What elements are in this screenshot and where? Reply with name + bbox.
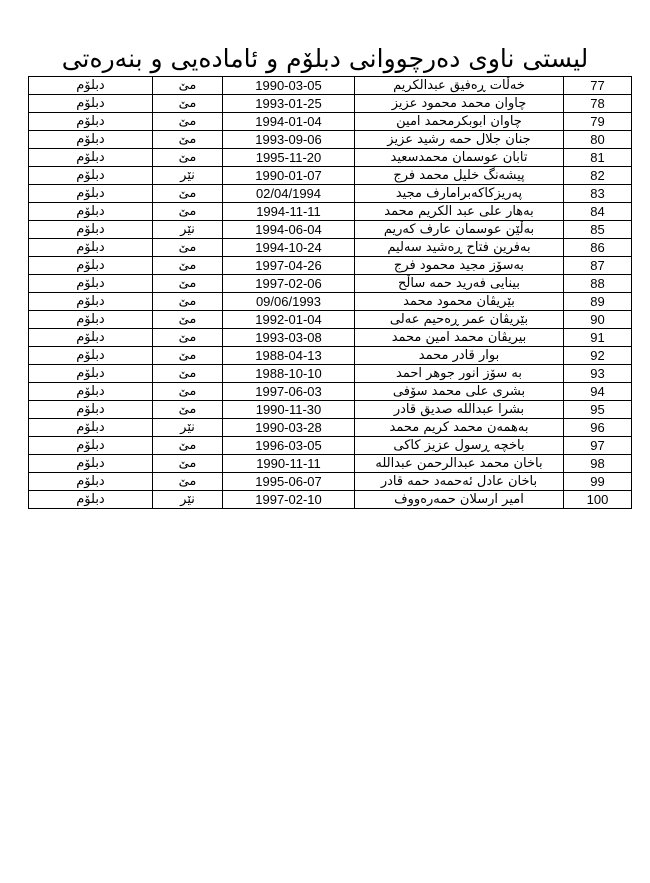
number-cell: 83 — [564, 185, 632, 203]
number-cell: 77 — [564, 77, 632, 95]
birth-date-cell: 09/06/1993 — [223, 293, 355, 311]
name-cell: امير ارسلان حمەرەووف — [355, 491, 564, 509]
gender-cell: مێ — [153, 473, 223, 491]
gender-cell: مێ — [153, 437, 223, 455]
number-cell: 92 — [564, 347, 632, 365]
name-cell: بەڵێن عوسمان عارف كەریم — [355, 221, 564, 239]
number-cell: 96 — [564, 419, 632, 437]
table-row — [29, 167, 632, 185]
table-body — [29, 77, 632, 509]
number-cell: 82 — [564, 167, 632, 185]
table-row — [29, 365, 632, 383]
page-title: لیستی ناوی دەرچووانی دبلۆم و ئامادەیی و بنەرەتی — [61, 44, 589, 73]
number-cell: 97 — [564, 437, 632, 455]
number-cell: 93 — [564, 365, 632, 383]
name-cell: بوار قادر محمد — [355, 347, 564, 365]
table-row — [29, 473, 632, 491]
diploma-cell: دبلۆم — [29, 131, 153, 149]
name-cell: چاوان محمد محمود عزيز — [355, 95, 564, 113]
birth-date-cell: 1988-10-10 — [223, 365, 355, 383]
gender-cell: مێ — [153, 131, 223, 149]
birth-date-cell: 1995-11-20 — [223, 149, 355, 167]
name-cell: خەڵات ڕەفیق عبدالكريم — [355, 77, 564, 95]
number-cell: 98 — [564, 455, 632, 473]
name-cell: باخان محمد عبدالرحمن عبدالله — [355, 455, 564, 473]
name-cell: بشرى على محمد سۆفی — [355, 383, 564, 401]
name-cell: جنان جلال حمه رشيد عزيز — [355, 131, 564, 149]
name-cell: بەسۆز مجيد محمود فرج — [355, 257, 564, 275]
diploma-cell: دبلۆم — [29, 455, 153, 473]
name-cell: بيريڤان محمد امين محمد — [355, 329, 564, 347]
table-row — [29, 491, 632, 509]
birth-date-cell: 1996-03-05 — [223, 437, 355, 455]
name-cell: باخچە ڕسول عزیز کاکی — [355, 437, 564, 455]
name-cell: بێریڤان عمر ڕەحیم عەلی — [355, 311, 564, 329]
diploma-cell: دبلۆم — [29, 383, 153, 401]
diploma-cell: دبلۆم — [29, 275, 153, 293]
birth-date-cell: 1997-02-10 — [223, 491, 355, 509]
birth-date-cell: 1997-06-03 — [223, 383, 355, 401]
table-row — [29, 311, 632, 329]
birth-date-cell: 1990-11-30 — [223, 401, 355, 419]
name-cell: بینایی فەرید حمه ساڵح — [355, 275, 564, 293]
birth-date-cell: 1994-01-04 — [223, 113, 355, 131]
gender-cell: مێ — [153, 311, 223, 329]
diploma-cell: دبلۆم — [29, 77, 153, 95]
diploma-cell: دبلۆم — [29, 473, 153, 491]
birth-date-cell: 1990-11-11 — [223, 455, 355, 473]
name-cell: بەفرین فتاح ڕەشید سەلیم — [355, 239, 564, 257]
number-cell: 100 — [564, 491, 632, 509]
gender-cell: نێر — [153, 221, 223, 239]
table-row — [29, 329, 632, 347]
table-row — [29, 455, 632, 473]
diploma-cell: دبلۆم — [29, 311, 153, 329]
table-row — [29, 149, 632, 167]
birth-date-cell: 1993-03-08 — [223, 329, 355, 347]
diploma-cell: دبلۆم — [29, 185, 153, 203]
number-cell: 79 — [564, 113, 632, 131]
birth-date-cell: 1994-10-24 — [223, 239, 355, 257]
gender-cell: مێ — [153, 329, 223, 347]
number-cell: 85 — [564, 221, 632, 239]
birth-date-cell: 1994-06-04 — [223, 221, 355, 239]
diploma-cell: دبلۆم — [29, 95, 153, 113]
number-cell: 88 — [564, 275, 632, 293]
birth-date-cell: 1995-06-07 — [223, 473, 355, 491]
diploma-cell: دبلۆم — [29, 203, 153, 221]
gender-cell: مێ — [153, 95, 223, 113]
birth-date-cell: 1994-11-11 — [223, 203, 355, 221]
name-cell: پەریزکاکەبرامارف مجید — [355, 185, 564, 203]
name-cell: بەهمەن محمد كريم محمد — [355, 419, 564, 437]
gender-cell: مێ — [153, 365, 223, 383]
number-cell: 78 — [564, 95, 632, 113]
number-cell: 84 — [564, 203, 632, 221]
diploma-cell: دبلۆم — [29, 329, 153, 347]
gender-cell: مێ — [153, 239, 223, 257]
diploma-cell: دبلۆم — [29, 257, 153, 275]
name-cell: تابان عوسمان محمدسعيد — [355, 149, 564, 167]
birth-date-cell: 1988-04-13 — [223, 347, 355, 365]
table-row — [29, 347, 632, 365]
graduates-table — [28, 76, 632, 509]
gender-cell: مێ — [153, 383, 223, 401]
name-cell: بێریڤان محمود محمد — [355, 293, 564, 311]
gender-cell: نێر — [153, 491, 223, 509]
gender-cell: مێ — [153, 185, 223, 203]
gender-cell: مێ — [153, 275, 223, 293]
birth-date-cell: 1993-01-25 — [223, 95, 355, 113]
table-row — [29, 293, 632, 311]
name-cell: پیشەنگ خليل محمد فرج — [355, 167, 564, 185]
name-cell: بشرا عبدالله صديق قادر — [355, 401, 564, 419]
birth-date-cell: 1990-03-05 — [223, 77, 355, 95]
birth-date-cell: 1993-09-06 — [223, 131, 355, 149]
birth-date-cell: 1992-01-04 — [223, 311, 355, 329]
diploma-cell: دبلۆم — [29, 437, 153, 455]
diploma-cell: دبلۆم — [29, 113, 153, 131]
gender-cell: مێ — [153, 257, 223, 275]
birth-date-cell: 1997-02-06 — [223, 275, 355, 293]
table-row — [29, 185, 632, 203]
table-row — [29, 239, 632, 257]
birth-date-cell: 1990-03-28 — [223, 419, 355, 437]
table-row — [29, 383, 632, 401]
gender-cell: مێ — [153, 113, 223, 131]
gender-cell: نێر — [153, 419, 223, 437]
number-cell: 87 — [564, 257, 632, 275]
gender-cell: مێ — [153, 149, 223, 167]
gender-cell: مێ — [153, 347, 223, 365]
diploma-cell: دبلۆم — [29, 491, 153, 509]
number-cell: 91 — [564, 329, 632, 347]
diploma-cell: دبلۆم — [29, 293, 153, 311]
number-cell: 86 — [564, 239, 632, 257]
table-row — [29, 257, 632, 275]
table-row — [29, 203, 632, 221]
gender-cell: نێر — [153, 167, 223, 185]
name-cell: چاوان ابوبكرمحمد امين — [355, 113, 564, 131]
table-row — [29, 275, 632, 293]
birth-date-cell: 1990-01-07 — [223, 167, 355, 185]
gender-cell: مێ — [153, 401, 223, 419]
table-row — [29, 95, 632, 113]
name-cell: بەهار علی عبد الكريم محمد — [355, 203, 564, 221]
gender-cell: مێ — [153, 77, 223, 95]
name-cell: باخان عادل ئەحمەد حمه قادر — [355, 473, 564, 491]
number-cell: 90 — [564, 311, 632, 329]
number-cell: 89 — [564, 293, 632, 311]
table-row — [29, 419, 632, 437]
name-cell: به سۆز انور جوهر احمد — [355, 365, 564, 383]
gender-cell: مێ — [153, 293, 223, 311]
table-row — [29, 131, 632, 149]
gender-cell: مێ — [153, 455, 223, 473]
table-row — [29, 401, 632, 419]
diploma-cell: دبلۆم — [29, 419, 153, 437]
number-cell: 95 — [564, 401, 632, 419]
birth-date-cell: 1997-04-26 — [223, 257, 355, 275]
number-cell: 94 — [564, 383, 632, 401]
table-row — [29, 437, 632, 455]
table-row — [29, 221, 632, 239]
number-cell: 81 — [564, 149, 632, 167]
diploma-cell: دبلۆم — [29, 347, 153, 365]
diploma-cell: دبلۆم — [29, 365, 153, 383]
diploma-cell: دبلۆم — [29, 221, 153, 239]
birth-date-cell: 02/04/1994 — [223, 185, 355, 203]
table-row — [29, 77, 632, 95]
diploma-cell: دبلۆم — [29, 167, 153, 185]
diploma-cell: دبلۆم — [29, 401, 153, 419]
number-cell: 99 — [564, 473, 632, 491]
number-cell: 80 — [564, 131, 632, 149]
diploma-cell: دبلۆم — [29, 149, 153, 167]
gender-cell: مێ — [153, 203, 223, 221]
diploma-cell: دبلۆم — [29, 239, 153, 257]
table-row — [29, 113, 632, 131]
